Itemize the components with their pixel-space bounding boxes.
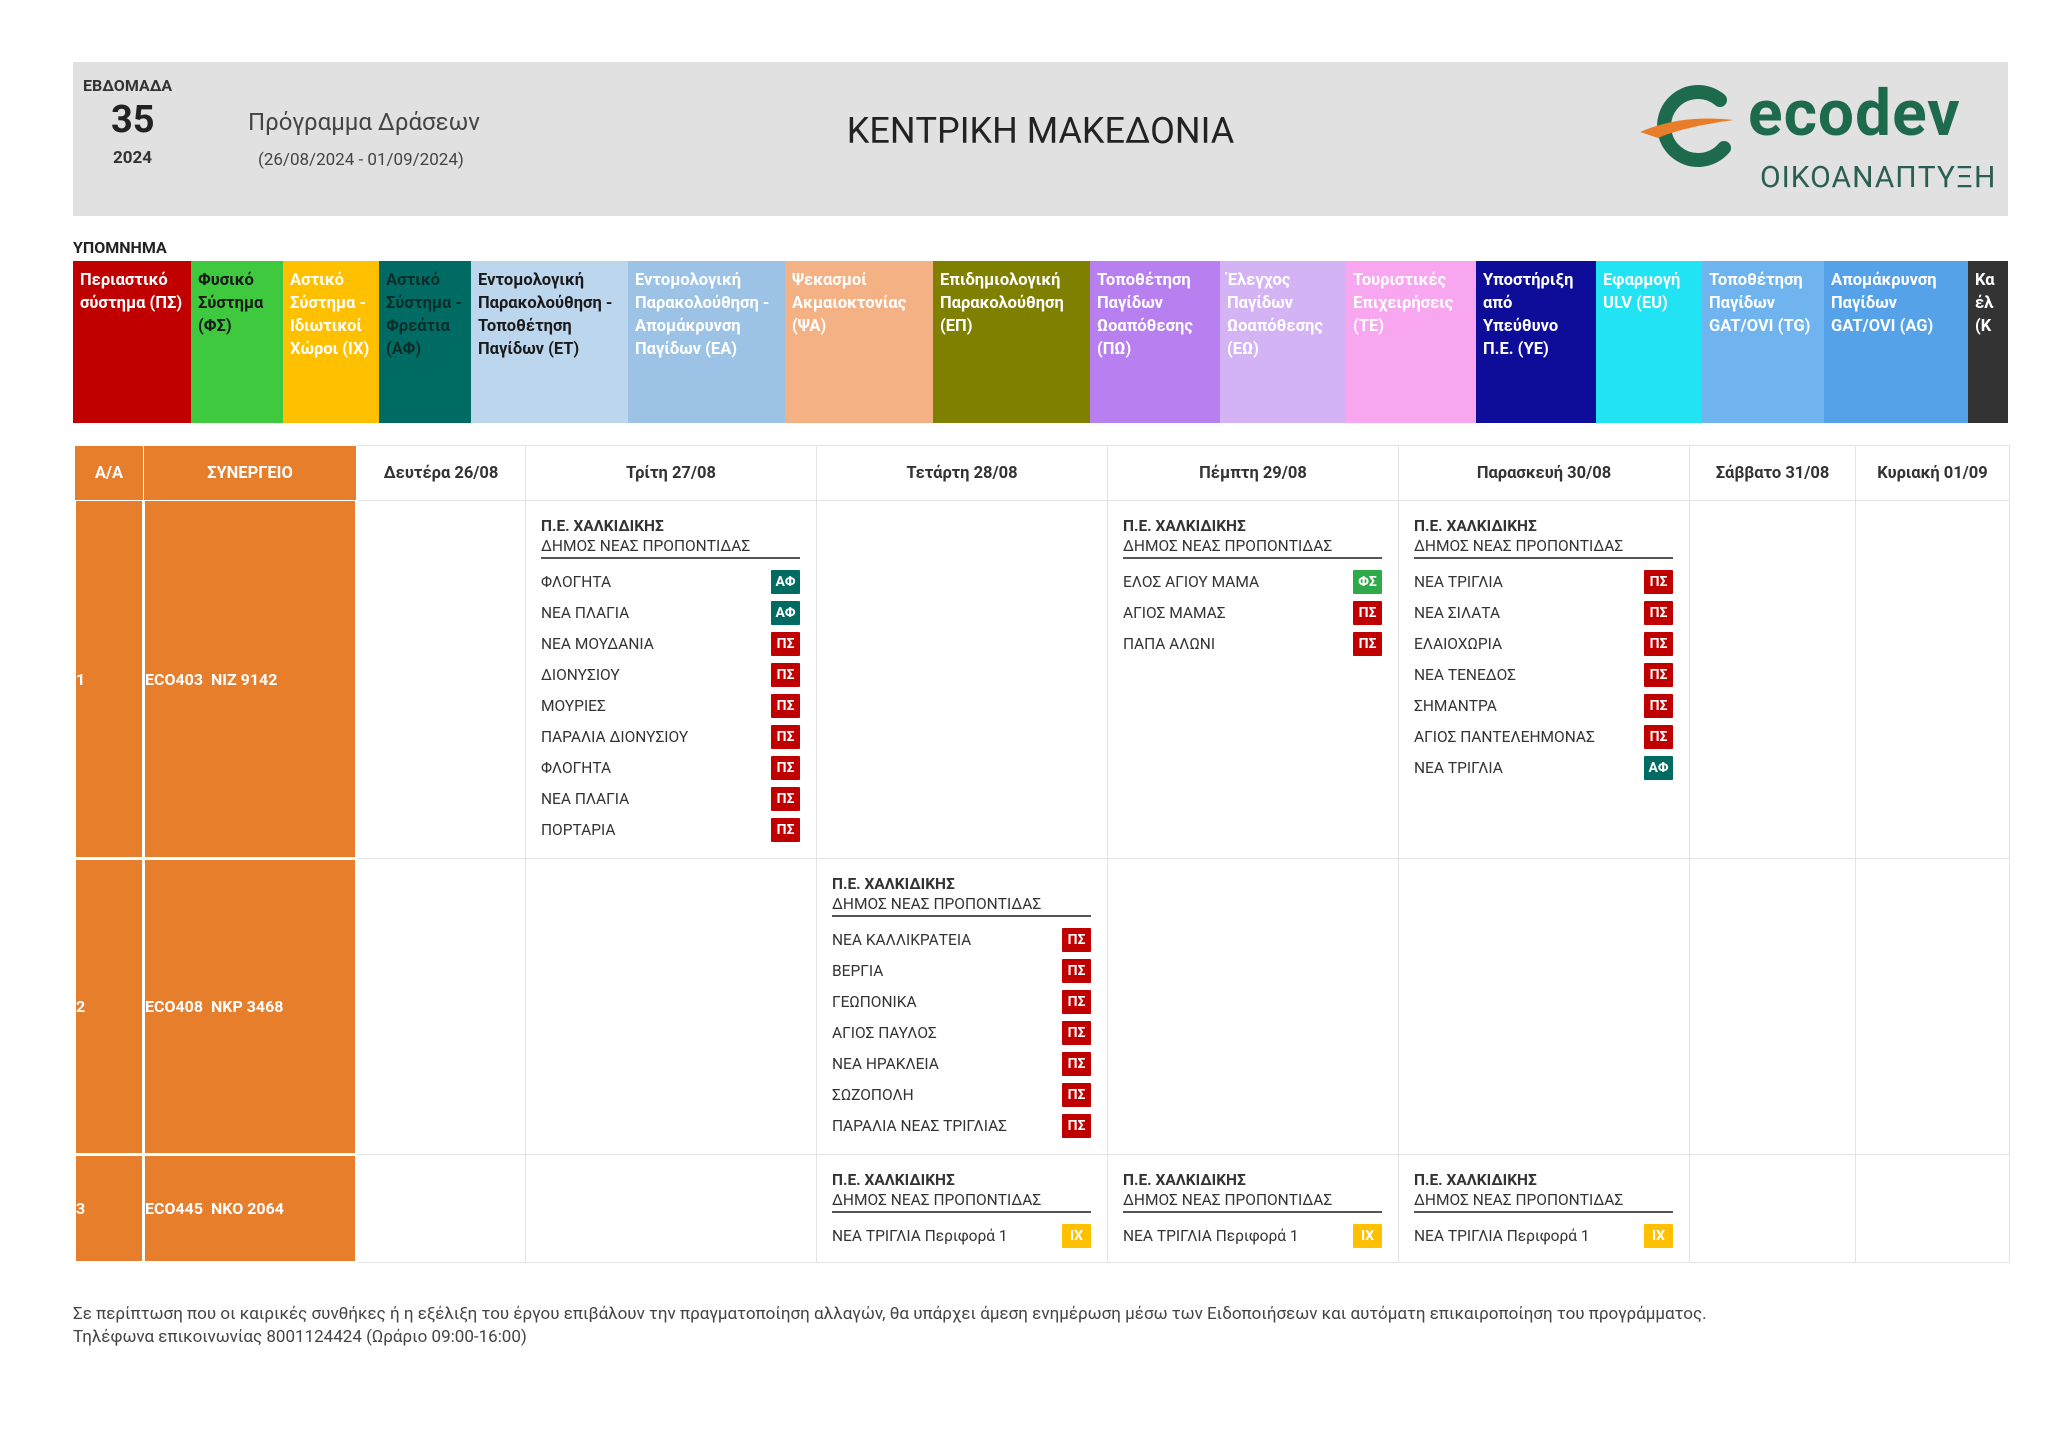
- location-item: [541, 659, 800, 690]
- header-day: Δευτέρα 26/08: [357, 446, 526, 501]
- header-aa: Α/Α: [75, 446, 144, 501]
- week-label: ΕΒΔΟΜΑΔΑ: [83, 76, 173, 95]
- location-item: [1123, 597, 1382, 628]
- municipality: ΔΗΜΟΣ ΝΕΑΣ ΠΡΟΠΟΝΤΙΔΑΣ: [1123, 536, 1382, 559]
- location-item: [541, 566, 800, 597]
- location-name: ΒΕΡΓΙΑ: [832, 961, 884, 980]
- schedule-block: [1123, 516, 1382, 659]
- municipality: ΔΗΜΟΣ ΝΕΑΣ ΠΡΟΠΟΝΤΙΔΑΣ: [541, 536, 800, 559]
- location-name: ΝΕΑ ΤΡΙΓΛΙΑ Περιφορά 1: [1123, 1226, 1299, 1245]
- day-cell: [817, 501, 1108, 859]
- legend-item: Τοποθέτηση Παγίδων GAT/OVI (TG): [1702, 261, 1824, 423]
- schedule-block: [832, 1170, 1091, 1251]
- legend-item: Αστικό Σύστημα - Φρεάτια (ΑΦ): [379, 261, 471, 423]
- location-item: [832, 924, 1091, 955]
- regional-unit: Π.Ε. ΧΑΛΚΙΔΙΚΗΣ: [832, 875, 955, 893]
- schedule-block: [1414, 516, 1673, 783]
- location-name: ΣΩΖΟΠΟΛΗ: [832, 1085, 914, 1104]
- location-name: ΝΕΑ ΜΟΥΔΑΝΙΑ: [541, 634, 654, 653]
- team-name: ECO403 NIZ 9142: [144, 501, 357, 859]
- location-item: [832, 1110, 1091, 1141]
- location-item: [1414, 628, 1673, 659]
- location-item: [1414, 566, 1673, 597]
- activity-code-badge: ΠΣ: [1644, 632, 1673, 656]
- location-name: ΝΕΑ ΤΡΙΓΛΙΑ Περιφορά 1: [832, 1226, 1008, 1245]
- activity-code-badge: ΠΣ: [771, 725, 800, 749]
- program-dates: (26/08/2024 - 01/09/2024): [258, 150, 464, 170]
- day-cell: [357, 859, 526, 1155]
- location-item: [832, 986, 1091, 1017]
- legend-item: Τουριστικές Επιχειρήσεις (ΤΕ): [1346, 261, 1476, 423]
- activity-code-badge: ΠΣ: [771, 694, 800, 718]
- regional-unit: Π.Ε. ΧΑΛΚΙΔΙΚΗΣ: [1123, 1171, 1246, 1189]
- location-name: ΠΑΡΑΛΙΑ ΔΙΟΝΥΣΙΟΥ: [541, 727, 689, 746]
- activity-code-badge: ΠΣ: [1062, 1021, 1091, 1045]
- regional-unit: Π.Ε. ΧΑΛΚΙΔΙΚΗΣ: [1414, 1171, 1537, 1189]
- activity-code-badge: ΠΣ: [1644, 694, 1673, 718]
- legend-item: Περιαστικό σύστημα (ΠΣ): [73, 261, 191, 423]
- activity-code-badge: ΠΣ: [1062, 1114, 1091, 1138]
- day-cell: [1108, 1155, 1399, 1263]
- location-name: ΕΛΟΣ ΑΓΙΟΥ ΜΑΜΑ: [1123, 572, 1260, 591]
- location-name: ΔΙΟΝΥΣΙΟΥ: [541, 665, 620, 684]
- team-name: ECO408 NKP 3468: [144, 859, 357, 1155]
- legend-title: ΥΠΟΜΝΗΜΑ: [73, 238, 167, 257]
- location-name: ΣΗΜΑΝΤΡΑ: [1414, 696, 1497, 715]
- table-row: [75, 859, 2010, 1155]
- location-name: ΝΕΑ ΠΛΑΓΙΑ: [541, 603, 630, 622]
- day-cell: [817, 859, 1108, 1155]
- legend-item: Κα έλ (Κ: [1968, 261, 2008, 423]
- day-cell: [1399, 1155, 1690, 1263]
- schedule-block: [832, 874, 1091, 1141]
- location-item: [832, 1220, 1091, 1251]
- location-item: [1414, 597, 1673, 628]
- schedule-table: [73, 445, 2010, 1264]
- location-item: [1414, 659, 1673, 690]
- location-item: [541, 752, 800, 783]
- table-header-row: [75, 446, 2010, 501]
- activity-code-badge: ΑΦ: [1644, 756, 1673, 780]
- location-name: ΝΕΑ ΤΕΝΕΔΟΣ: [1414, 665, 1516, 684]
- day-cell: [1690, 501, 1856, 859]
- header-day: Τετάρτη 28/08: [817, 446, 1108, 501]
- location-name: ΑΓΙΟΣ ΠΑΝΤΕΛΕΗΜΟΝΑΣ: [1414, 727, 1595, 746]
- legend-item: Εντομολογική Παρακολούθηση - Απομάκρυνση Παγίδων (ΕΑ): [628, 261, 785, 423]
- municipality: ΔΗΜΟΣ ΝΕΑΣ ΠΡΟΠΟΝΤΙΔΑΣ: [832, 894, 1091, 917]
- location-name: ΠΑΡΑΛΙΑ ΝΕΑΣ ΤΡΙΓΛΙΑΣ: [832, 1116, 1008, 1135]
- location-name: ΝΕΑ ΗΡΑΚΛΕΙΑ: [832, 1054, 939, 1073]
- location-item: [1414, 752, 1673, 783]
- day-cell: [1399, 859, 1690, 1155]
- schedule-block: [1123, 1170, 1382, 1251]
- legend-item: Ψεκασμοί Ακμαιοκτονίας (ΨΑ): [785, 261, 933, 423]
- location-item: [1414, 721, 1673, 752]
- table-row: [75, 1155, 2010, 1263]
- activity-code-badge: ΠΣ: [1062, 959, 1091, 983]
- legend-item: Υποστήριξη από Υπεύθυνο Π.Ε. (ΥΕ): [1476, 261, 1596, 423]
- activity-code-badge: ΙΧ: [1353, 1224, 1382, 1248]
- activity-code-badge: ΠΣ: [771, 818, 800, 842]
- activity-code-badge: ΠΣ: [771, 787, 800, 811]
- day-cell: [1856, 1155, 2010, 1263]
- schedule-block: [1414, 1170, 1673, 1251]
- legend-item: Αστικό Σύστημα - Ιδιωτικοί Χώροι (ΙΧ): [283, 261, 379, 423]
- week-number: 35: [111, 98, 155, 142]
- location-item: [832, 1079, 1091, 1110]
- row-number: 2: [75, 859, 144, 1155]
- activity-code-badge: ΠΣ: [771, 632, 800, 656]
- day-cell: [526, 859, 817, 1155]
- activity-code-badge: ΠΣ: [1353, 632, 1382, 656]
- header-day: Τρίτη 27/08: [526, 446, 817, 501]
- location-name: ΝΕΑ ΚΑΛΛΙΚΡΑΤΕΙΑ: [832, 930, 972, 949]
- activity-code-badge: ΠΣ: [1644, 663, 1673, 687]
- day-cell: [357, 1155, 526, 1263]
- activity-code-badge: ΠΣ: [1062, 928, 1091, 952]
- header-day: Σάββατο 31/08: [1690, 446, 1856, 501]
- activity-code-badge: ΙΧ: [1062, 1224, 1091, 1248]
- regional-unit: Π.Ε. ΧΑΛΚΙΔΙΚΗΣ: [832, 1171, 955, 1189]
- location-item: [541, 690, 800, 721]
- week-year: 2024: [113, 148, 153, 168]
- location-item: [541, 783, 800, 814]
- location-item: [541, 597, 800, 628]
- activity-code-badge: ΠΣ: [1644, 601, 1673, 625]
- activity-code-badge: ΠΣ: [1062, 1052, 1091, 1076]
- activity-code-badge: ΑΦ: [771, 570, 800, 594]
- legend-item: Επιδημιολογική Παρακολούθηση (ΕΠ): [933, 261, 1090, 423]
- location-item: [1414, 1220, 1673, 1251]
- region-title: ΚΕΝΤΡΙΚΗ ΜΑΚΕΔΟΝΙΑ: [846, 110, 1235, 152]
- activity-code-badge: ΠΣ: [1062, 1083, 1091, 1107]
- ecodev-logo: [1638, 70, 1998, 210]
- regional-unit: Π.Ε. ΧΑΛΚΙΔΙΚΗΣ: [541, 517, 664, 535]
- legend-item: Φυσικό Σύστημα (ΦΣ): [191, 261, 283, 423]
- location-name: ΑΓΙΟΣ ΠΑΥΛΟΣ: [832, 1023, 937, 1042]
- legend-item: Εφαρμογή ULV (EU): [1596, 261, 1702, 423]
- logo-text: ecodev: [1748, 76, 1961, 151]
- activity-code-badge: ΑΦ: [771, 601, 800, 625]
- location-name: ΝΕΑ ΤΡΙΓΛΙΑ: [1414, 758, 1503, 777]
- day-cell: [1108, 859, 1399, 1155]
- location-item: [541, 814, 800, 845]
- location-item: [541, 721, 800, 752]
- location-name: ΠΑΠΑ ΑΛΩΝΙ: [1123, 634, 1216, 653]
- location-item: [1123, 566, 1382, 597]
- footer-contact: Τηλέφωνα επικοινωνίας 8001124424 (Ωράριο 09:00-16:00): [73, 1327, 527, 1347]
- location-name: ΓΕΩΠΟΝΙΚΑ: [832, 992, 917, 1011]
- activity-code-badge: ΠΣ: [1353, 601, 1382, 625]
- regional-unit: Π.Ε. ΧΑΛΚΙΔΙΚΗΣ: [1123, 517, 1246, 535]
- header-banner: [73, 62, 2008, 216]
- row-number: 3: [75, 1155, 144, 1263]
- location-item: [1414, 690, 1673, 721]
- table-row: [75, 501, 2010, 859]
- location-item: [832, 1017, 1091, 1048]
- activity-code-badge: ΠΣ: [771, 756, 800, 780]
- activity-code-badge: ΠΣ: [771, 663, 800, 687]
- day-cell: [1108, 501, 1399, 859]
- header-team: ΣΥΝΕΡΓΕΙΟ: [144, 446, 357, 501]
- day-cell: [1690, 859, 1856, 1155]
- activity-code-badge: ΠΣ: [1644, 570, 1673, 594]
- header-day: Πέμπτη 29/08: [1108, 446, 1399, 501]
- municipality: ΔΗΜΟΣ ΝΕΑΣ ΠΡΟΠΟΝΤΙΔΑΣ: [1414, 1190, 1673, 1213]
- header-day: Κυριακή 01/09: [1856, 446, 2010, 501]
- day-cell: [1690, 1155, 1856, 1263]
- location-name: ΕΛΑΙΟΧΩΡΙΑ: [1414, 634, 1503, 653]
- day-cell: [1399, 501, 1690, 859]
- activity-code-badge: ΠΣ: [1644, 725, 1673, 749]
- location-name: ΦΛΟΓΗΤΑ: [541, 572, 612, 591]
- activity-code-badge: ΠΣ: [1062, 990, 1091, 1014]
- municipality: ΔΗΜΟΣ ΝΕΑΣ ΠΡΟΠΟΝΤΙΔΑΣ: [832, 1190, 1091, 1213]
- footer-note: Σε περίπτωση που οι καιρικές συνθήκες ή η εξέλιξη του έργου επιβάλουν την πραγματοποίηση αλλαγών, θα υπάρχει άμεση ενημέρωση μέσω των Ειδοποιήσεων και αυτόματη επικαιροποίηση του προγράμματος.: [73, 1304, 1707, 1324]
- location-name: ΝΕΑ ΠΛΑΓΙΑ: [541, 789, 630, 808]
- municipality: ΔΗΜΟΣ ΝΕΑΣ ΠΡΟΠΟΝΤΙΔΑΣ: [1414, 536, 1673, 559]
- legend-item: Έλεγχος Παγίδων Ωοαπόθεσης (ΕΩ): [1220, 261, 1346, 423]
- legend-item: Απομάκρυνση Παγίδων GAT/OVI (AG): [1824, 261, 1968, 423]
- location-item: [541, 628, 800, 659]
- header-day: Παρασκευή 30/08: [1399, 446, 1690, 501]
- activity-code-badge: ΦΣ: [1353, 570, 1382, 594]
- team-name: ECO445 NKO 2064: [144, 1155, 357, 1263]
- legend-item: Εντομολογική Παρακολούθηση - Τοποθέτηση Παγίδων (ΕΤ): [471, 261, 628, 423]
- location-name: ΝΕΑ ΤΡΙΓΛΙΑ Περιφορά 1: [1414, 1226, 1590, 1245]
- logo-subtitle: ΟΙΚΟΑΝΑΠΤΥΞΗ: [1760, 160, 1997, 195]
- location-item: [1123, 628, 1382, 659]
- location-name: ΝΕΑ ΣΙΛΑΤΑ: [1414, 603, 1501, 622]
- municipality: ΔΗΜΟΣ ΝΕΑΣ ΠΡΟΠΟΝΤΙΔΑΣ: [1123, 1190, 1382, 1213]
- regional-unit: Π.Ε. ΧΑΛΚΙΔΙΚΗΣ: [1414, 517, 1537, 535]
- day-cell: [357, 501, 526, 859]
- location-item: [1123, 1220, 1382, 1251]
- ecodev-logo-mark-icon: [1638, 82, 1748, 172]
- row-number: 1: [75, 501, 144, 859]
- legend: [73, 261, 2008, 423]
- location-name: ΑΓΙΟΣ ΜΑΜΑΣ: [1123, 603, 1226, 622]
- activity-code-badge: ΙΧ: [1644, 1224, 1673, 1248]
- schedule-block: [541, 516, 800, 845]
- day-cell: [526, 1155, 817, 1263]
- legend-item: Τοποθέτηση Παγίδων Ωοαπόθεσης (ΠΩ): [1090, 261, 1220, 423]
- location-item: [832, 1048, 1091, 1079]
- location-name: ΠΟΡΤΑΡΙΑ: [541, 820, 616, 839]
- program-title: Πρόγραμμα Δράσεων: [248, 108, 480, 136]
- location-name: ΝΕΑ ΤΡΙΓΛΙΑ: [1414, 572, 1503, 591]
- day-cell: [526, 501, 817, 859]
- day-cell: [1856, 859, 2010, 1155]
- day-cell: [817, 1155, 1108, 1263]
- location-name: ΦΛΟΓΗΤΑ: [541, 758, 612, 777]
- day-cell: [1856, 501, 2010, 859]
- location-name: ΜΟΥΡΙΕΣ: [541, 696, 606, 715]
- location-item: [832, 955, 1091, 986]
